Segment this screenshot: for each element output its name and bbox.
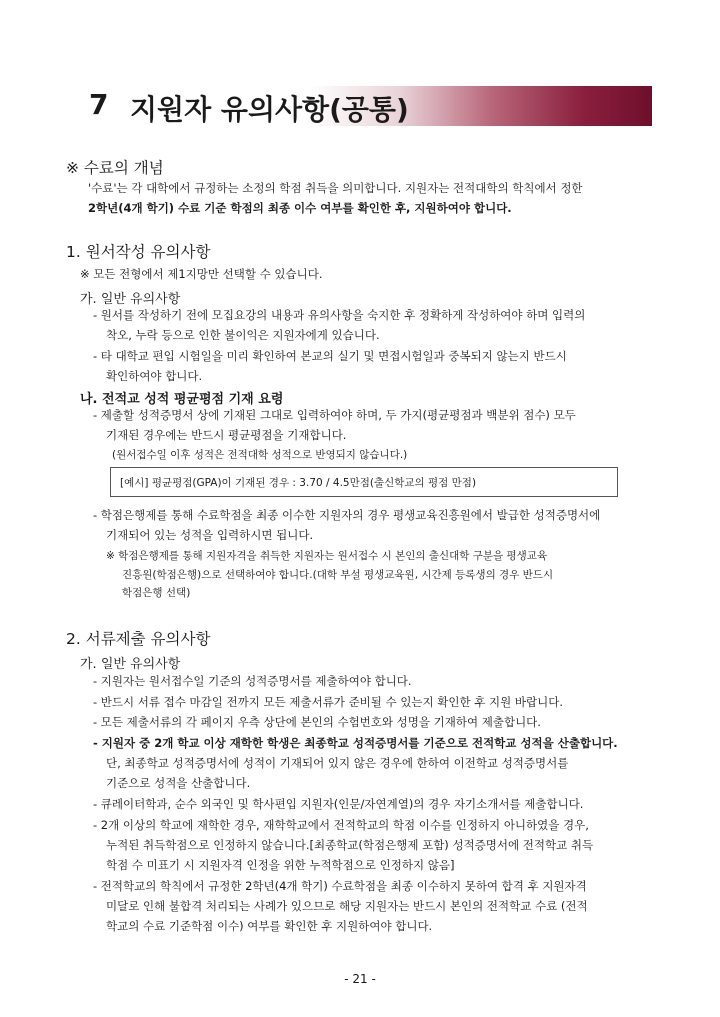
bank-note-line: 진흥원(학점은행)으로 선택하여야 합니다.(대학 부설 평생교육원, 시간제 등록생의 경우 반드시 — [122, 569, 554, 581]
body-line: - 모든 제출서류의 각 페이지 우측 상단에 본인의 수험번호와 성명을 기재하여 제출합니다. — [93, 715, 541, 729]
section-1-ga-title: 가. 일반 유의사항 — [80, 292, 181, 307]
section-2-heading: 2. 서류제출 유의사항 — [66, 630, 211, 648]
body-line: - 원서를 작성하기 전에 모집요강의 내용과 유의사항을 숙지한 후 정확하게 작성하여야 하며 입력의 — [93, 308, 586, 322]
chapter-number: 7 — [89, 88, 109, 121]
body-line: - 큐레이터학과, 순수 외국인 및 학사편입 지원자(인문/자연계열)의 경우 자기소개서를 제출합니다. — [93, 797, 584, 811]
body-line: - 전적학교의 학칙에서 규정한 2학년(4개 학기) 수료학점을 최종 이수하지 못하여 합격 후 지원자격 — [93, 879, 587, 893]
body-line: - 제출할 성적증명서 상에 기재된 그대로 입력하여야 하며, 두 가지(평균평점과 백분위 점수) 모두 — [93, 408, 576, 422]
section-1-heading: 1. 원서작성 유의사항 — [66, 243, 211, 261]
section-1-note: ※ 모든 전형에서 제1지망만 선택할 수 있습니다. — [80, 267, 323, 281]
body-line: 확인하여야 합니다. — [106, 369, 203, 383]
body-line: 누적된 취득학점으로 인정하지 않습니다.[최종학교(학점은행제 포함) 성적증명서에 전적학교 취득 — [106, 838, 594, 852]
body-line: 기재되어 있는 성적을 입력하시면 됩니다. — [106, 528, 314, 542]
body-line: - 2개 이상의 학교에 재학한 경우, 재학학교에서 전적학교의 학점 이수를 인정하지 아니하였을 경우, — [93, 818, 589, 832]
body-line: 단, 최종학교 성적증명서에 성적이 기재되어 있지 않은 경우에 한하여 이전학교 성적증명서를 — [106, 756, 569, 770]
chapter-title: 지원자 유의사항(공통) — [130, 93, 409, 126]
section-2-ga-title: 가. 일반 유의사항 — [80, 657, 181, 672]
body-line: 학점 수 미표기 시 지원자격 인정을 위한 누적학점으로 인정하지 않음] — [106, 858, 455, 872]
body-line: 미달로 인해 불합격 처리되는 사례가 있으므로 해당 지원자는 반드시 본인의 전적학교 수료 (전적 — [106, 899, 588, 913]
section-completion-heading: ※ 수료의 개념 — [66, 159, 164, 177]
body-line: 2학년(4개 학기) 수료 기준 학점의 최종 이수 여부를 확인한 후, 지원하여야 합니다. — [88, 201, 512, 215]
gpa-note: (원서접수일 이후 성적은 전적대학 성적으로 반영되지 않습니다.) — [112, 449, 408, 461]
body-line: 학교의 수료 기준학점 이수) 여부를 확인한 후 지원하여야 합니다. — [106, 919, 433, 933]
bank-note-line: 학점은행 선택) — [122, 587, 191, 599]
example-text: [예시] 평균평점(GPA)이 기재된 경우 : 3.70 / 4.5만점(출신학교의 평점 만점) — [120, 477, 477, 489]
bank-note-line: ※ 학점은행제를 통해 지원자격을 취득한 지원자는 원서접수 시 본인의 출신대학 구분을 평생교육 — [106, 550, 548, 562]
body-line: - 타 대학교 편입 시험일을 미리 확인하여 본교의 실기 및 면접시험일과 중복되지 않는지 반드시 — [93, 349, 567, 363]
body-line: - 지원자 중 2개 학교 이상 재학한 학생은 최종학교 성적증명서를 기준으로 전적학교 성적을 산출합니다. — [93, 736, 618, 750]
body-line: 기준으로 성적을 산출합니다. — [106, 776, 251, 790]
body-line: - 반드시 서류 접수 마감일 전까지 모든 제출서류가 준비될 수 있는지 확인한 후 지원 바랍니다. — [93, 695, 564, 709]
body-line: - 학점은행제를 통해 수료학점을 최종 이수한 지원자의 경우 평생교육진흥원에서 발급한 성적증명서에 — [93, 508, 601, 522]
body-line: 기재된 경우에는 반드시 평균평점을 기재합니다. — [106, 428, 347, 442]
body-line: 착오, 누락 등으로 인한 불이익은 지원자에게 있습니다. — [106, 328, 380, 342]
section-1-na-title: 나. 전적교 성적 평균평점 기재 요령 — [80, 392, 284, 407]
body-line: - 지원자는 원서접수일 기준의 성적증명서를 제출하여야 합니다. — [93, 674, 412, 688]
body-line: '수료'는 각 대학에서 규정하는 소정의 학점 취득을 의미합니다. 지원자는 전적대학의 학칙에서 정한 — [88, 181, 583, 195]
page-number: - 21 - — [344, 972, 376, 986]
